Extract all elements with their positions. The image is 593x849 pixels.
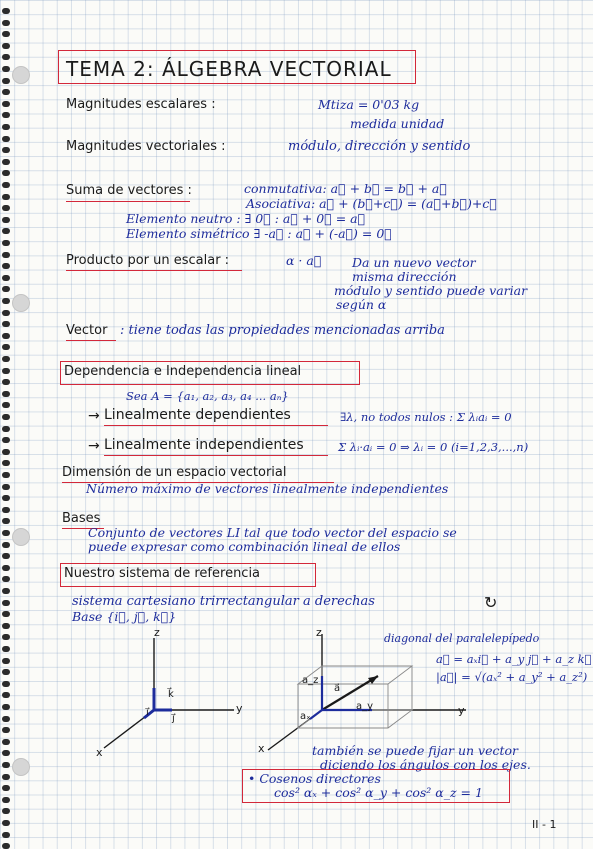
spiral-ring bbox=[2, 762, 10, 768]
suma-neutro: Elemento neutro : ∃ 0⃗ : a⃗ + 0⃗ = a⃗ bbox=[126, 211, 366, 226]
spiral-binding bbox=[0, 0, 14, 848]
dimension-text: Número máximo de vectores linealmente independientes bbox=[86, 481, 449, 496]
spiral-ring bbox=[2, 124, 10, 130]
producto-expr: α · a⃗ bbox=[286, 253, 322, 268]
spiral-ring bbox=[2, 252, 10, 258]
spiral-ring bbox=[2, 437, 10, 443]
spiral-ring bbox=[2, 263, 10, 269]
spiral-ring bbox=[2, 785, 10, 791]
spiral-ring bbox=[2, 275, 10, 281]
spiral-ring bbox=[2, 774, 10, 780]
spiral-ring bbox=[2, 205, 10, 211]
spiral-ring bbox=[2, 321, 10, 327]
escalares-example: Mtiza = 0'03 kg bbox=[318, 97, 420, 112]
spiral-ring bbox=[2, 194, 10, 200]
spiral-ring bbox=[2, 78, 10, 84]
escalares-label: Magnitudes escalares : bbox=[66, 97, 216, 112]
spiral-ring bbox=[2, 112, 10, 118]
li-label: Linealmente independientes bbox=[104, 437, 304, 453]
cosenos-formula: cos² αₓ + cos² α_y + cos² α_z = 1 bbox=[274, 785, 483, 800]
suma-conmutativa: conmutativa: a⃗ + b⃗ = b⃗ + a⃗ bbox=[244, 181, 447, 196]
spiral-ring bbox=[2, 101, 10, 107]
k-label: k⃗ bbox=[168, 689, 174, 700]
axis-z-label: z bbox=[154, 626, 160, 639]
suma-simetrico: Elemento simétrico ∃ -a⃗ : a⃗ + (-a⃗) = 0⃗ bbox=[126, 226, 392, 241]
vector-arrowhead bbox=[368, 676, 378, 684]
spiral-ring bbox=[2, 808, 10, 814]
suma-label: Suma de vectores : bbox=[66, 183, 192, 198]
bases-line-1: Conjunto de vectores LI tal que todo vector del espacio se bbox=[88, 525, 457, 540]
spiral-ring bbox=[2, 646, 10, 652]
li-condition: Σ λᵢ·aᵢ = 0 ⇒ λᵢ = 0 (i=1,2,3,...,n) bbox=[338, 440, 529, 454]
spiral-ring bbox=[2, 692, 10, 698]
vector-text: : tiene todas las propiedades mencionadas arriba bbox=[120, 323, 445, 338]
punch-hole bbox=[12, 66, 30, 84]
cosenos-heading: • Cosenos directores bbox=[248, 771, 381, 786]
ax-component bbox=[310, 710, 322, 719]
spiral-ring bbox=[2, 286, 10, 292]
basis-axes-diagram bbox=[88, 630, 238, 760]
spiral-ring bbox=[2, 553, 10, 559]
spiral-ring bbox=[2, 147, 10, 153]
axis-y-label: y bbox=[458, 704, 465, 717]
ld-label: Linealmente dependientes bbox=[104, 407, 291, 423]
spiral-ring bbox=[2, 89, 10, 95]
arrow-icon: → bbox=[88, 408, 100, 424]
vector-label: Vector bbox=[66, 323, 108, 338]
spiral-ring bbox=[2, 449, 10, 455]
fijar-line-1: también se puede fijar un vector bbox=[312, 743, 519, 758]
vectoriales-label: Magnitudes vectoriales : bbox=[66, 139, 226, 154]
spiral-ring bbox=[2, 565, 10, 571]
spiral-ring bbox=[2, 832, 10, 838]
spiral-ring bbox=[2, 170, 10, 176]
spiral-ring bbox=[2, 588, 10, 594]
spiral-ring bbox=[2, 634, 10, 640]
j-label: j⃗ bbox=[172, 713, 175, 724]
parallelepiped-diagram bbox=[262, 626, 472, 756]
ld-condition: ∃λ, no todos nulos : Σ λᵢaᵢ = 0 bbox=[340, 410, 512, 424]
spiral-ring bbox=[2, 54, 10, 60]
producto-underline bbox=[66, 270, 242, 271]
spiral-ring bbox=[2, 368, 10, 374]
spiral-ring bbox=[2, 344, 10, 350]
spiral-ring bbox=[2, 600, 10, 606]
spiral-ring bbox=[2, 402, 10, 408]
dependencia-sea: Sea A = {a₁, a₂, a₃, a₄ ... aₙ} bbox=[126, 389, 289, 403]
vector-underline bbox=[66, 340, 116, 341]
formula-modulus: |a⃗| = √(aₓ² + a_y² + a_z²) bbox=[436, 670, 588, 684]
spiral-ring bbox=[2, 576, 10, 582]
box-base-face bbox=[298, 710, 412, 728]
spiral-ring bbox=[2, 43, 10, 49]
a-vector-label: a⃗ bbox=[334, 683, 341, 694]
spiral-ring bbox=[2, 669, 10, 675]
spiral-ring bbox=[2, 843, 10, 849]
spiral-ring bbox=[2, 8, 10, 14]
spiral-ring bbox=[2, 530, 10, 536]
spiral-ring bbox=[2, 217, 10, 223]
spiral-ring bbox=[2, 542, 10, 548]
formula-components: a⃗ = aₓi⃗ + a_y j⃗ + a_z k⃗ bbox=[436, 652, 592, 666]
spiral-ring bbox=[2, 310, 10, 316]
spiral-ring bbox=[2, 495, 10, 501]
spiral-ring bbox=[2, 182, 10, 188]
spiral-ring bbox=[2, 716, 10, 722]
spiral-ring bbox=[2, 333, 10, 339]
escalares-note: medida unidad bbox=[350, 116, 445, 131]
producto-label: Producto por un escalar : bbox=[66, 253, 230, 268]
spiral-ring bbox=[2, 460, 10, 466]
arrow-icon: → bbox=[88, 438, 100, 454]
suma-underline bbox=[66, 201, 190, 202]
spiral-ring bbox=[2, 484, 10, 490]
spiral-ring bbox=[2, 66, 10, 72]
referencia-heading: Nuestro sistema de referencia bbox=[64, 566, 261, 581]
az-label: a_z bbox=[302, 675, 319, 686]
spiral-ring bbox=[2, 240, 10, 246]
axis-y-label: y bbox=[236, 702, 243, 715]
li-underline bbox=[104, 455, 328, 456]
dependencia-heading: Dependencia e Independencia lineal bbox=[64, 364, 302, 379]
spiral-ring bbox=[2, 623, 10, 629]
spiral-ring bbox=[2, 228, 10, 234]
right-hand-icon: ↻ bbox=[484, 593, 498, 612]
spiral-ring bbox=[2, 31, 10, 37]
spiral-ring bbox=[2, 518, 10, 524]
spiral-ring bbox=[2, 414, 10, 420]
spiral-ring bbox=[2, 507, 10, 513]
spiral-ring bbox=[2, 797, 10, 803]
spiral-ring bbox=[2, 426, 10, 432]
diagonal-label: diagonal del paralelepípedo bbox=[384, 632, 540, 645]
punch-hole bbox=[12, 294, 30, 312]
referencia-base: Base {i⃗, j⃗, k⃗} bbox=[72, 609, 177, 624]
spiral-ring bbox=[2, 20, 10, 26]
referencia-line-1: sistema cartesiano trirrectangular a derechas bbox=[72, 594, 375, 609]
spiral-ring bbox=[2, 136, 10, 142]
punch-hole bbox=[12, 528, 30, 546]
spiral-ring bbox=[2, 658, 10, 664]
i-label: i⃗ bbox=[146, 707, 149, 718]
producto-line-4: según α bbox=[336, 297, 387, 312]
axis-x-label: x bbox=[96, 746, 103, 759]
producto-line-1: Da un nuevo vector bbox=[352, 255, 476, 270]
spiral-ring bbox=[2, 611, 10, 617]
bases-heading: Bases bbox=[62, 511, 101, 526]
punch-hole bbox=[12, 758, 30, 776]
spiral-ring bbox=[2, 750, 10, 756]
page-number: II - 1 bbox=[532, 818, 557, 831]
axis-z-label: z bbox=[316, 626, 322, 639]
spiral-ring bbox=[2, 356, 10, 362]
page-title: TEMA 2: ÁLGEBRA VECTORIAL bbox=[66, 57, 392, 81]
spiral-ring bbox=[2, 391, 10, 397]
producto-line-3: módulo y sentido puede variar bbox=[334, 283, 528, 298]
producto-line-2: misma dirección bbox=[352, 269, 457, 284]
spiral-ring bbox=[2, 298, 10, 304]
ay-label: a_y bbox=[356, 701, 374, 712]
ld-underline bbox=[104, 425, 328, 426]
fijar-line-2: diciendo los ángulos con los ejes. bbox=[320, 757, 531, 772]
spiral-ring bbox=[2, 704, 10, 710]
suma-asociativa: Asociativa: a⃗ + (b⃗+c⃗) = (a⃗+b⃗)+c⃗ bbox=[246, 196, 497, 211]
spiral-ring bbox=[2, 379, 10, 385]
spiral-ring bbox=[2, 472, 10, 478]
bases-line-2: puede expresar como combinación lineal de ellos bbox=[88, 539, 401, 554]
spiral-ring bbox=[2, 727, 10, 733]
ax-label: aₓ bbox=[300, 711, 311, 722]
vectoriales-text: módulo, dirección y sentido bbox=[288, 139, 471, 154]
spiral-ring bbox=[2, 681, 10, 687]
spiral-ring bbox=[2, 739, 10, 745]
dimension-heading: Dimensión de un espacio vectorial bbox=[62, 465, 287, 480]
axis-x-label: x bbox=[258, 742, 265, 755]
spiral-ring bbox=[2, 159, 10, 165]
spiral-ring bbox=[2, 820, 10, 826]
